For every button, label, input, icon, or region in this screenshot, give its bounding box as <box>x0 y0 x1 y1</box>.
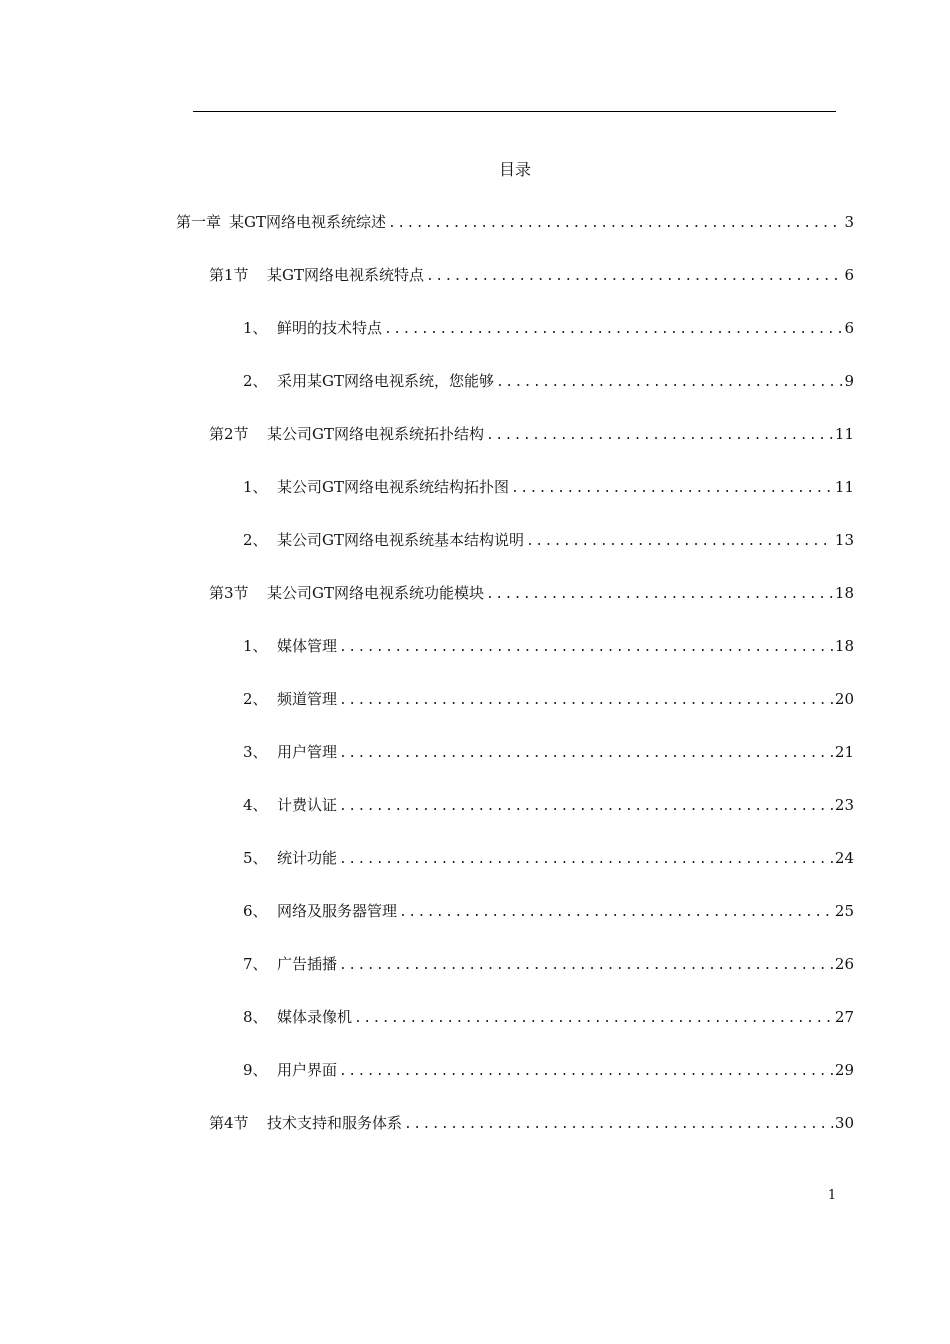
toc-entry-title: 统计功能 <box>277 849 338 867</box>
toc-dot-leader <box>399 901 833 925</box>
toc-entry-title: 用户管理 <box>277 743 338 761</box>
toc-entry-title: 媒体管理 <box>277 637 338 655</box>
toc-entry-page: 20 <box>834 690 854 708</box>
page-number: 1 <box>827 1188 837 1203</box>
toc-entry-page: 13 <box>834 531 854 549</box>
toc-entry-page: 18 <box>834 637 854 655</box>
toc-entry-item[interactable] <box>243 899 854 925</box>
toc-entry-title: 采用某GT网络电视系统，您能够 <box>277 372 494 390</box>
toc-dot-leader <box>511 477 833 501</box>
toc-entry-number: 2、 <box>243 531 268 549</box>
toc-dot-leader <box>496 371 842 395</box>
toc-entry-title: 某公司GT网络电视系统结构拓扑图 <box>277 478 509 496</box>
toc-entry-item[interactable] <box>243 1058 854 1084</box>
toc-entry-page: 24 <box>834 849 854 867</box>
toc-entry-title: 某公司GT网络电视系统功能模块 <box>267 584 484 602</box>
toc-dot-leader <box>526 530 833 554</box>
toc-entry-number: 第一章 <box>176 213 222 231</box>
toc-entry-number: 1、 <box>243 478 268 496</box>
toc-entry-page: 21 <box>834 743 854 761</box>
toc-entry-number: 4、 <box>243 796 268 814</box>
toc-entry-title: 技术支持和服务体系 <box>267 1114 403 1132</box>
toc-entry-title: 某GT网络电视系统综述 <box>229 213 387 231</box>
toc-entry-title: 某GT网络电视系统特点 <box>267 266 424 284</box>
toc-dot-leader <box>339 848 833 872</box>
toc-dot-leader <box>339 742 833 766</box>
toc-entry-page: 11 <box>834 425 854 443</box>
toc-entry-number: 5、 <box>243 849 268 867</box>
toc-entry-number: 第1节 <box>209 266 249 284</box>
toc-entry-item[interactable] <box>243 793 854 819</box>
toc-entry-title: 网络及服务器管理 <box>277 902 398 920</box>
toc-entry-section-4[interactable] <box>209 1111 854 1137</box>
toc-entry-item[interactable] <box>243 316 854 342</box>
toc-dot-leader <box>404 1113 833 1137</box>
toc-entry-number: 1、 <box>243 637 268 655</box>
toc-entry-page: 6 <box>844 319 854 337</box>
toc-dot-leader <box>339 689 833 713</box>
toc-dot-leader <box>426 265 842 289</box>
toc-entry-item[interactable] <box>243 634 854 660</box>
toc-entry-title: 某公司GT网络电视系统拓扑结构 <box>267 425 484 443</box>
toc-entry-chapter-1[interactable] <box>176 210 854 236</box>
toc-entry-page: 11 <box>834 478 854 496</box>
header-rule <box>193 111 836 112</box>
toc-dot-leader <box>384 318 842 342</box>
toc-entry-number: 2、 <box>243 690 268 708</box>
toc-dot-leader <box>339 1060 833 1084</box>
toc-entry-section-2[interactable] <box>209 422 854 448</box>
toc-entry-number: 8、 <box>243 1008 268 1026</box>
toc-entry-number: 第3节 <box>209 584 249 602</box>
toc-entry-title: 广告插播 <box>277 955 338 973</box>
toc-entry-title: 频道管理 <box>277 690 338 708</box>
toc-entry-number: 6、 <box>243 902 268 920</box>
toc-entry-title: 媒体录像机 <box>277 1008 353 1026</box>
toc-entry-title: 计费认证 <box>277 796 338 814</box>
toc-entry-number: 1、 <box>243 319 268 337</box>
toc-entry-page: 6 <box>844 266 854 284</box>
toc-title: 目录 <box>498 160 531 179</box>
toc-entry-section-1[interactable] <box>209 263 854 289</box>
toc-dot-leader <box>339 795 833 819</box>
toc-entry-item[interactable] <box>243 528 854 554</box>
toc-entry-page: 9 <box>844 372 854 390</box>
toc-entry-page: 27 <box>834 1008 854 1026</box>
toc-entry-item[interactable] <box>243 952 854 978</box>
toc-entry-item[interactable] <box>243 369 854 395</box>
toc-entry-number: 7、 <box>243 955 268 973</box>
toc-entry-page: 26 <box>834 955 854 973</box>
toc-entry-item[interactable] <box>243 740 854 766</box>
toc-dot-leader <box>388 212 842 236</box>
toc-entry-title: 某公司GT网络电视系统基本结构说明 <box>277 531 524 549</box>
toc-entry-number: 3、 <box>243 743 268 761</box>
toc-entry-section-3[interactable] <box>209 581 854 607</box>
toc-dot-leader <box>486 424 833 448</box>
toc-entry-page: 25 <box>834 902 854 920</box>
toc-entry-page: 3 <box>844 213 854 231</box>
toc-entry-page: 29 <box>834 1061 854 1079</box>
toc-entry-page: 18 <box>834 584 854 602</box>
toc-entry-number: 2、 <box>243 372 268 390</box>
toc-dot-leader <box>486 583 833 607</box>
toc-entry-title: 鲜明的技术特点 <box>277 319 383 337</box>
toc-entry-number: 第2节 <box>209 425 249 443</box>
toc-dot-leader <box>339 954 833 978</box>
toc-entry-item[interactable] <box>243 687 854 713</box>
toc-entry-number: 9、 <box>243 1061 268 1079</box>
toc-entry-item[interactable] <box>243 475 854 501</box>
toc-entry-number: 第4节 <box>209 1114 249 1132</box>
toc-entry-item[interactable] <box>243 846 854 872</box>
toc-entry-item[interactable] <box>243 1005 854 1031</box>
toc-dot-leader <box>354 1007 833 1031</box>
toc-dot-leader <box>339 636 833 660</box>
toc-entry-title: 用户界面 <box>277 1061 338 1079</box>
toc-entry-page: 23 <box>834 796 854 814</box>
toc-entry-page: 30 <box>834 1114 854 1132</box>
